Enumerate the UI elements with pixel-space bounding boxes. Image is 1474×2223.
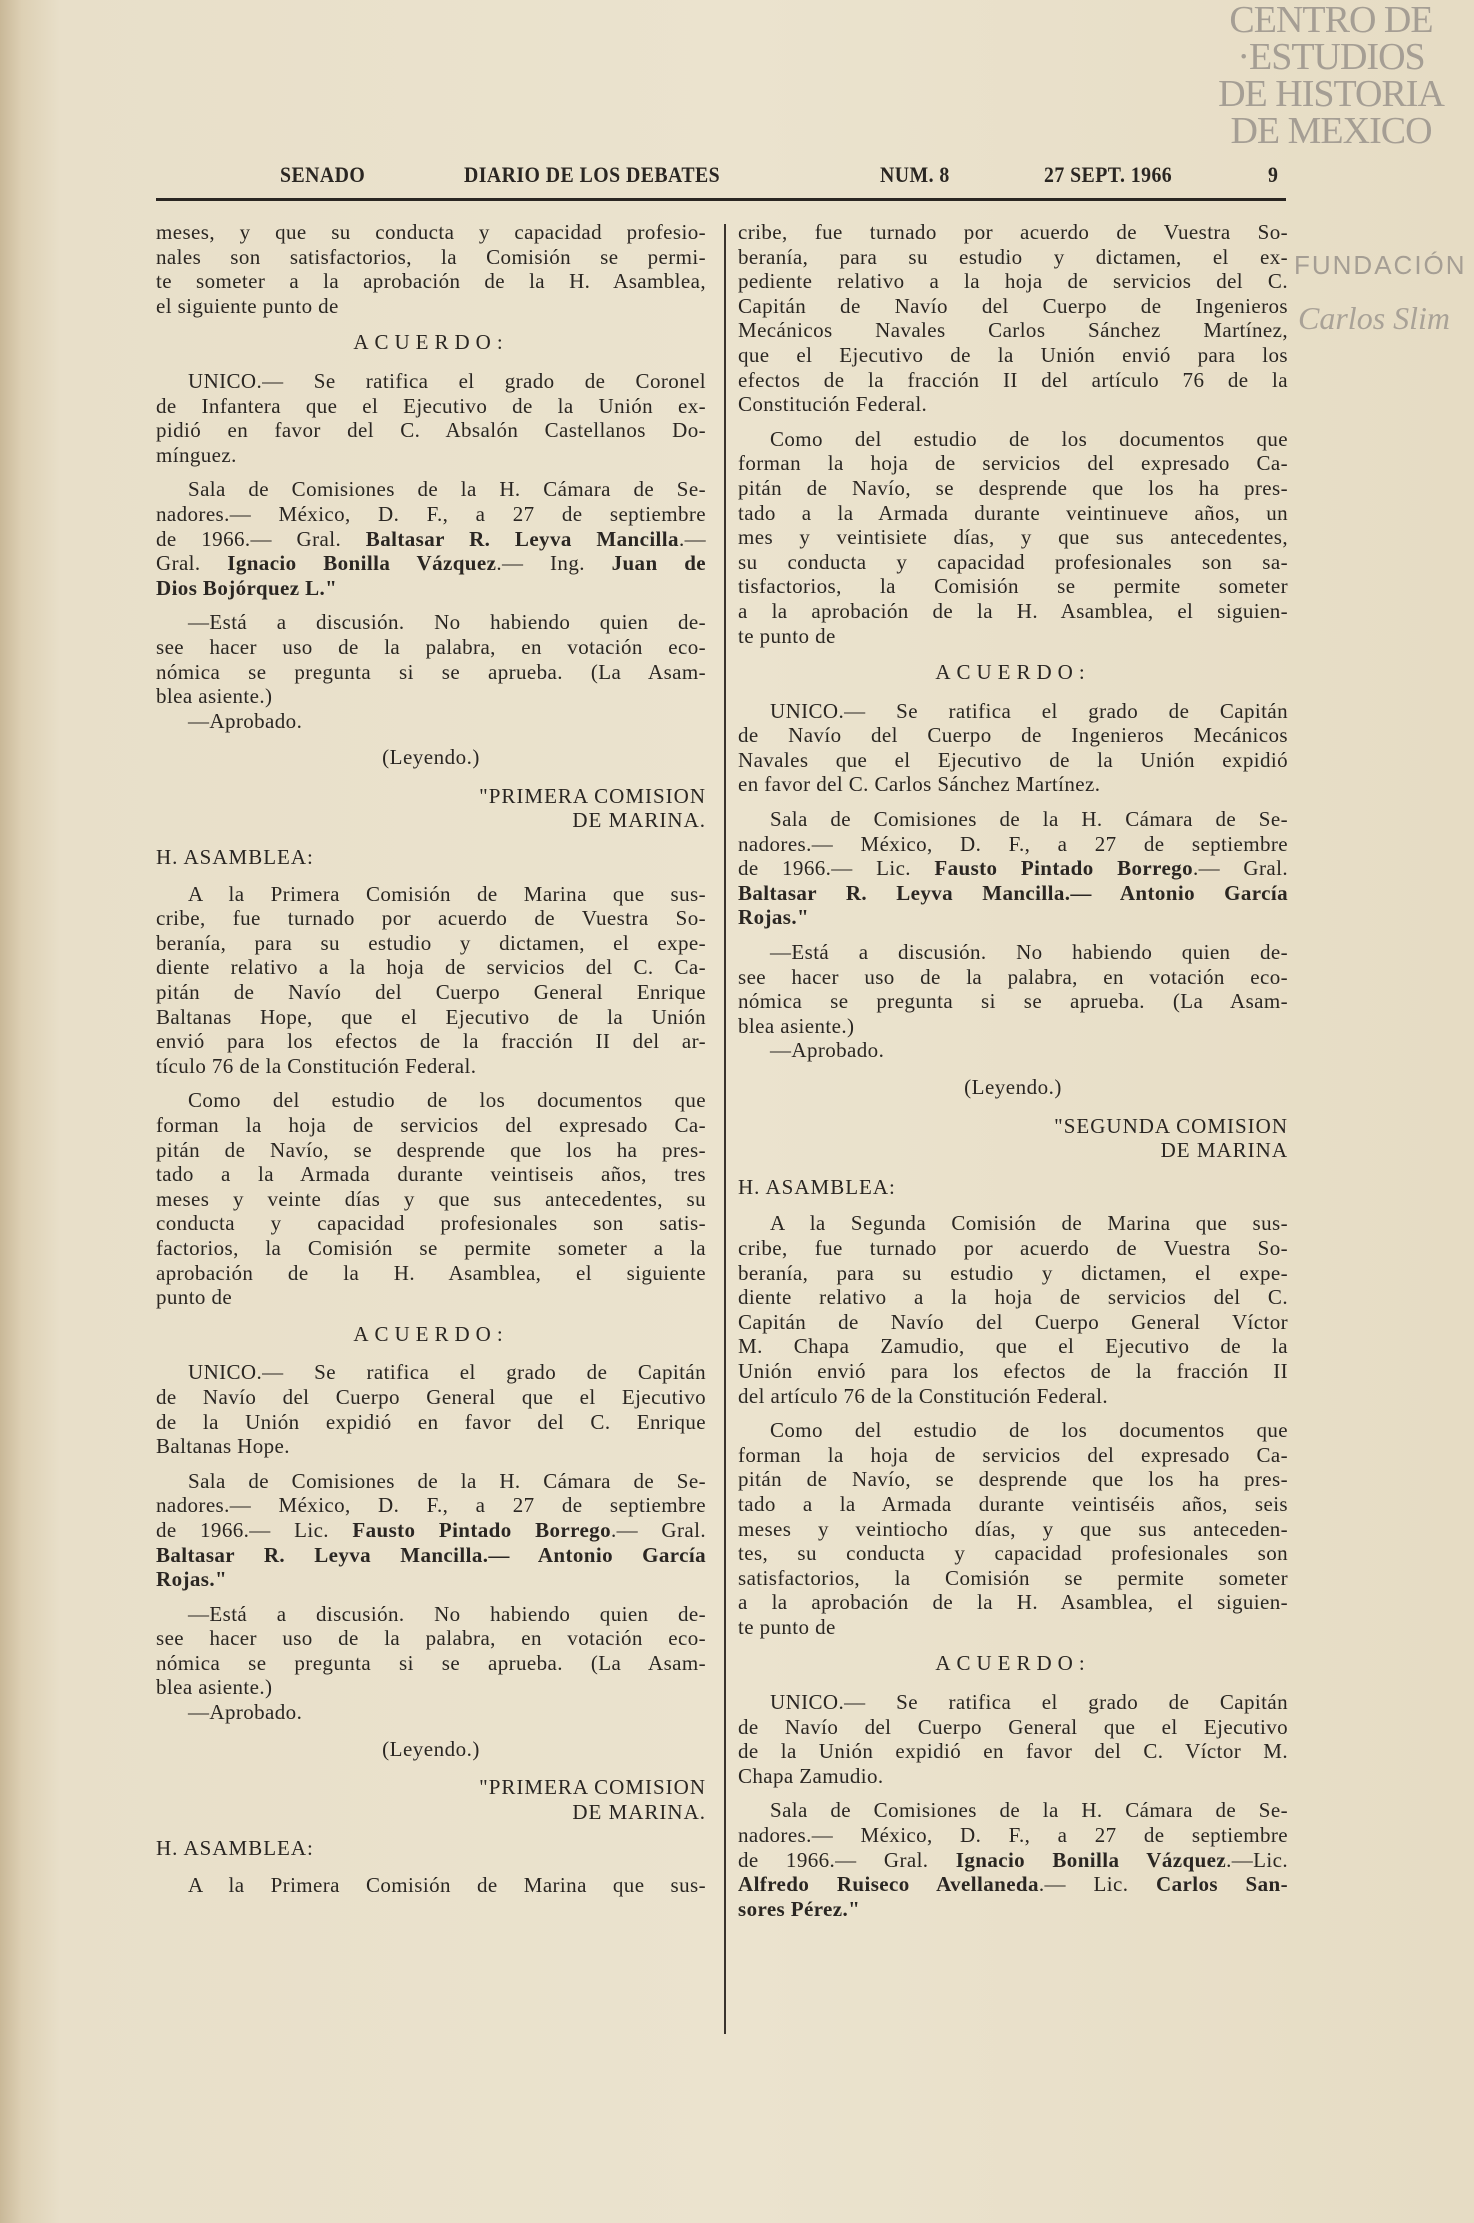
- commission-heading-line: "PRIMERA COMISION: [479, 1775, 706, 1800]
- text-line: beranía, para su estudio y dictamen, el ex-: [738, 244, 1288, 269]
- text-line: tículo 76 de la Constitución Federal.: [156, 1053, 477, 1078]
- acuerdo-heading: ACUERDO:: [353, 330, 509, 355]
- text-line: see hacer uso de la palabra, en votación eco-: [738, 964, 1288, 989]
- bold-name: Rojas.": [156, 1567, 228, 1592]
- text-line: Baltanas Hope.: [156, 1434, 290, 1459]
- text-line: A la Primera Comisión de Marina que sus-: [188, 1873, 706, 1898]
- bold-name: Juan de: [611, 551, 706, 576]
- text-line: cribe, fue turnado por acuerdo de Vuestra So-: [738, 1235, 1288, 1260]
- reading-note: (Leyendo.): [382, 1736, 480, 1761]
- bold-name: Carlos San-: [1156, 1872, 1288, 1897]
- text-line: Baltanas Hope, que el Ejecutivo de la Unión: [156, 1004, 706, 1029]
- reading-note: (Leyendo.): [964, 1075, 1062, 1099]
- text-line: de la Unión expidió en favor del C. Enrique: [156, 1409, 706, 1434]
- paragraph: [156, 220, 706, 318]
- watermark-foundation: FUNDACIÓN: [1294, 250, 1467, 280]
- bold-name: Baltasar R. Leyva Mancilla.— Antonio García: [738, 880, 1288, 905]
- paragraph: [156, 882, 706, 1079]
- text-line: tes, su conducta y capacidad profesionales son: [738, 1541, 1288, 1566]
- paragraph: [738, 1418, 1288, 1639]
- reading-note: (Leyendo.): [382, 745, 480, 770]
- text-line: punto de: [156, 1285, 233, 1310]
- text-line: su conducta y capacidad profesionales son sa-: [738, 549, 1288, 574]
- text-line: Navales que el Ejecutivo de la Unión expidió: [738, 747, 1288, 772]
- text-line: UNICO.— Se ratifica el grado de Capitán: [770, 698, 1288, 723]
- text-line: Como del estudio de los documentos que: [770, 1418, 1288, 1443]
- bold-name: Ignacio Bonilla Vázquez: [955, 1847, 1227, 1872]
- text-line: pitán de Navío, se desprende que los ha pres-: [738, 475, 1288, 500]
- text-segment: de 1966.— Lic.: [738, 856, 935, 881]
- page-header: [156, 162, 1284, 196]
- text-segment: .— Gral.: [1192, 856, 1288, 881]
- text-line: pitán de Navío, se desprende que los ha pres-: [156, 1137, 706, 1162]
- text-line: forman la hoja de servicios del expresado Ca-: [738, 451, 1288, 476]
- text-line: nadores.— México, D. F., a 27 de septiembre: [156, 1493, 706, 1518]
- commission-heading-line: DE MARINA: [1160, 1138, 1288, 1163]
- text-line: [156, 527, 706, 552]
- text-line: Sala de Comisiones de la H. Cámara de Se-: [770, 1798, 1288, 1823]
- commission-heading: [156, 1775, 706, 1824]
- text-line: de la Unión expidió en favor del C. Víctor M.: [738, 1739, 1288, 1764]
- text-line: Capitán de Navío del Cuerpo General Víctor: [738, 1309, 1288, 1334]
- paragraph: [738, 1690, 1288, 1788]
- text-line: Unión envió para los efectos de la fracción II: [738, 1358, 1288, 1383]
- bold-name: Alfredo Ruiseco Avellaneda: [738, 1872, 1039, 1897]
- text-line: pediente relativo a la hoja de servicios del C.: [738, 269, 1288, 294]
- text-line: que el Ejecutivo de la Unión envió para los: [738, 342, 1288, 367]
- text-line: UNICO.— Se ratifica el grado de Capitán: [188, 1360, 706, 1385]
- text-line: nadores.— México, D. F., a 27 de septiembre: [156, 501, 706, 526]
- text-line: mínguez.: [156, 442, 237, 467]
- left-column: [156, 220, 706, 1908]
- text-line: de Navío del Cuerpo General que el Ejecutivo: [738, 1714, 1288, 1739]
- paragraph: [156, 1088, 706, 1309]
- text-segment: de 1966.— Lic.: [156, 1517, 353, 1542]
- text-line: nómica se pregunta si se aprueba. (La Asam-: [738, 989, 1288, 1014]
- text-line: cribe, fue turnado por acuerdo de Vuestra So-: [738, 220, 1288, 244]
- text-line: UNICO.— Se ratifica el grado de Coronel: [188, 368, 706, 393]
- text-line: [738, 905, 1288, 930]
- text-segment: .— Ing.: [496, 551, 612, 576]
- text-line: —Está a discusión. No habiendo quien de-: [770, 940, 1288, 965]
- text-line: aprobación de la H. Asamblea, el siguiente: [156, 1260, 706, 1285]
- text-line: [738, 881, 1288, 906]
- text-line: de Navío del Cuerpo de Ingenieros Mecánicos: [738, 723, 1288, 748]
- text-line: Sala de Comisiones de la H. Cámara de Se-: [770, 807, 1288, 832]
- text-line: meses y veinte días y que sus antecedentes, su: [156, 1186, 706, 1211]
- commission-heading-line: "SEGUNDA COMISION: [1054, 1113, 1288, 1138]
- paragraph: [738, 940, 1288, 1038]
- paragraph: [738, 1211, 1288, 1408]
- text-line: cribe, fue turnado por acuerdo de Vuestra So-: [156, 906, 706, 931]
- text-line: see hacer uso de la palabra, en votación eco-: [156, 1626, 706, 1651]
- bold-name: Fausto Pintado Borrego: [352, 1517, 611, 1542]
- text-line: factorios, la Comisión se permite someter a la: [156, 1235, 706, 1260]
- watermark-line: DE MEXICO: [1230, 110, 1432, 152]
- watermark-line: DE HISTORIA: [1218, 73, 1444, 115]
- text-line: pitán de Navío del Cuerpo General Enrique: [156, 980, 706, 1005]
- header-number: NUM. 8: [880, 162, 950, 187]
- text-line: te punto de: [738, 623, 836, 648]
- commission-heading-line: DE MARINA.: [572, 808, 706, 833]
- text-line: a la aprobación de la H. Asamblea, el siguien-: [738, 1590, 1288, 1615]
- text-line: [738, 1848, 1288, 1873]
- text-line: el siguiente punto de: [156, 293, 339, 318]
- header-publication: DIARIO DE LOS DEBATES: [464, 162, 721, 187]
- paragraph: [156, 1873, 706, 1898]
- bold-name: Baltasar R. Leyva Mancilla: [365, 526, 679, 551]
- paragraph: [156, 1469, 706, 1592]
- text-line: Capitán de Navío del Cuerpo de Ingenieros: [738, 293, 1288, 318]
- header-page-number: 9: [1268, 162, 1279, 187]
- header-date: 27 SEPT. 1966: [1044, 162, 1173, 187]
- text-line: en favor del C. Carlos Sánchez Martínez.: [738, 772, 1101, 797]
- paragraph: [156, 610, 706, 708]
- text-line: tisfactorios, la Comisión se permite someter: [738, 574, 1288, 599]
- text-line: Como del estudio de los documentos que: [770, 426, 1288, 451]
- paragraph: [156, 477, 706, 600]
- text-line: UNICO.— Se ratifica el grado de Capitán: [770, 1690, 1288, 1715]
- text-line: —Está a discusión. No habiendo quien de-: [188, 1601, 706, 1626]
- paragraph: [156, 1602, 706, 1700]
- text-line: blea asiente.): [156, 684, 273, 709]
- paragraph: [738, 807, 1288, 930]
- text-line: a la aprobación de la H. Asamblea, el siguien-: [738, 598, 1288, 623]
- text-line: del artículo 76 de la Constitución Federal.: [738, 1383, 1109, 1408]
- header-section: SENADO: [280, 162, 366, 187]
- right-column: [738, 220, 1288, 1931]
- text-line: [156, 1567, 706, 1592]
- text-line: tado a la Armada durante veintiseis años, tres: [156, 1162, 706, 1187]
- text-line: de Navío del Cuerpo General que el Ejecutivo: [156, 1384, 706, 1409]
- commission-heading: [738, 1114, 1288, 1163]
- text-line: beranía, para su estudio y dictamen, el expe-: [156, 930, 706, 955]
- text-segment: de 1966.— Gral.: [156, 526, 366, 551]
- text-line: te someter a la aprobación de la H. Asamblea,: [156, 269, 706, 294]
- watermark-institution: [1196, 2, 1466, 150]
- text-segment: .—: [678, 526, 706, 551]
- paragraph: [738, 699, 1288, 797]
- approval-note: —Aprobado.: [770, 1038, 885, 1063]
- text-line: nadores.— México, D. F., a 27 de septiembre: [738, 831, 1288, 856]
- approval-note: —Aprobado.: [188, 708, 303, 733]
- text-line: A la Segunda Comisión de Marina que sus-: [770, 1211, 1288, 1236]
- text-line: nadores.— México, D. F., a 27 de septiembre: [738, 1823, 1288, 1848]
- text-line: A la Primera Comisión de Marina que sus-: [188, 881, 706, 906]
- header-rule: [156, 198, 1286, 201]
- text-segment: .—Lic.: [1226, 1847, 1288, 1872]
- text-line: [156, 1518, 706, 1543]
- text-line: meses y veintiocho días, y que sus anteceden-: [738, 1516, 1288, 1541]
- text-line: —Está a discusión. No habiendo quien de-: [188, 610, 706, 635]
- salutation: H. ASAMBLEA:: [738, 1174, 896, 1199]
- approval-note: —Aprobado.: [188, 1700, 303, 1725]
- text-line: M. Chapa Zamudio, que el Ejecutivo de la: [738, 1334, 1288, 1359]
- acuerdo-heading: ACUERDO:: [935, 1651, 1091, 1676]
- watermark-line: ·ESTUDIOS: [1237, 36, 1425, 78]
- text-line: Sala de Comisiones de la H. Cámara de Se-: [188, 1468, 706, 1493]
- text-line: de Infantera que el Ejecutivo de la Unión ex-: [156, 393, 706, 418]
- text-line: te punto de: [738, 1614, 836, 1639]
- text-line: [738, 856, 1288, 881]
- text-line: [156, 1543, 706, 1568]
- text-line: pitán de Navío, se desprende que los ha pres-: [738, 1467, 1288, 1492]
- text-line: Sala de Comisiones de la H. Cámara de Se-: [188, 477, 706, 502]
- bold-name: Fausto Pintado Borrego: [934, 856, 1193, 881]
- text-line: tado a la Armada durante veintiséis años, seis: [738, 1491, 1288, 1516]
- text-line: envió para los efectos de la fracción II del ar-: [156, 1029, 706, 1054]
- text-line: diente relativo a la hoja de servicios del C. Ca-: [156, 955, 706, 980]
- text-line: see hacer uso de la palabra, en votación eco-: [156, 634, 706, 659]
- text-line: forman la hoja de servicios del expresado Ca-: [156, 1113, 706, 1137]
- salutation: H. ASAMBLEA:: [156, 845, 314, 870]
- column-divider: [724, 224, 726, 2034]
- text-segment: Gral.: [156, 551, 228, 576]
- text-segment: .— Gral.: [610, 1517, 706, 1542]
- text-line: nales son satisfactorios, la Comisión se permi-: [156, 244, 706, 269]
- watermark-line: CENTRO DE: [1229, 0, 1433, 41]
- commission-heading: [156, 784, 706, 833]
- bold-name: Dios Bojórquez L.": [156, 575, 338, 600]
- text-line: Chapa Zamudio.: [738, 1763, 884, 1788]
- text-line: mes y veintisiete días, y que sus antecedentes,: [738, 525, 1288, 550]
- text-line: diente relativo a la hoja de servicios del C.: [738, 1285, 1288, 1310]
- text-line: nómica se pregunta si se aprueba. (La Asam-: [156, 1650, 706, 1675]
- text-line: pidió en favor del C. Absalón Castellanos Do-: [156, 418, 706, 443]
- text-line: [738, 1897, 1288, 1922]
- text-line: nómica se pregunta si se aprueba. (La Asam-: [156, 659, 706, 684]
- text-segment: de 1966.— Gral.: [738, 1847, 956, 1872]
- text-line: Constitución Federal.: [738, 392, 928, 417]
- bold-name: Ignacio Bonilla Vázquez: [227, 551, 497, 576]
- text-line: conducta y capacidad profesionales son satis-: [156, 1211, 706, 1236]
- commission-heading-line: DE MARINA.: [572, 1799, 706, 1824]
- bold-name: sores Pérez.": [738, 1896, 861, 1921]
- bold-name: Rojas.": [738, 905, 810, 930]
- acuerdo-heading: ACUERDO:: [935, 660, 1091, 685]
- paragraph: [738, 427, 1288, 648]
- bold-name: Baltasar R. Leyva Mancilla.— Antonio García: [156, 1542, 706, 1567]
- paragraph: [156, 369, 706, 467]
- acuerdo-heading: ACUERDO:: [353, 1321, 509, 1346]
- text-line: tado a la Armada durante veintinueve años, un: [738, 500, 1288, 525]
- text-line: meses, y que su conducta y capacidad profesio-: [156, 220, 706, 244]
- text-line: [738, 1872, 1288, 1897]
- text-line: efectos de la fracción II del artículo 76 de la: [738, 367, 1288, 392]
- paragraph: [156, 1360, 706, 1458]
- paragraph: [738, 220, 1288, 417]
- text-line: Mecánicos Navales Carlos Sánchez Martínez,: [738, 318, 1288, 343]
- text-line: blea asiente.): [156, 1675, 273, 1700]
- text-segment: .— Lic.: [1038, 1872, 1157, 1897]
- text-line: beranía, para su estudio y dictamen, el expe-: [738, 1260, 1288, 1285]
- watermark-signature: Carlos Slim: [1298, 300, 1451, 336]
- paragraph: [738, 1798, 1288, 1921]
- salutation: H. ASAMBLEA:: [156, 1836, 314, 1861]
- text-line: [156, 576, 706, 601]
- text-line: [156, 551, 706, 576]
- text-line: satisfactorios, la Comisión se permite someter: [738, 1565, 1288, 1590]
- text-line: blea asiente.): [738, 1013, 855, 1038]
- text-line: Como del estudio de los documentos que: [188, 1088, 706, 1113]
- text-line: forman la hoja de servicios del expresado Ca-: [738, 1442, 1288, 1467]
- commission-heading-line: "PRIMERA COMISION: [479, 783, 706, 808]
